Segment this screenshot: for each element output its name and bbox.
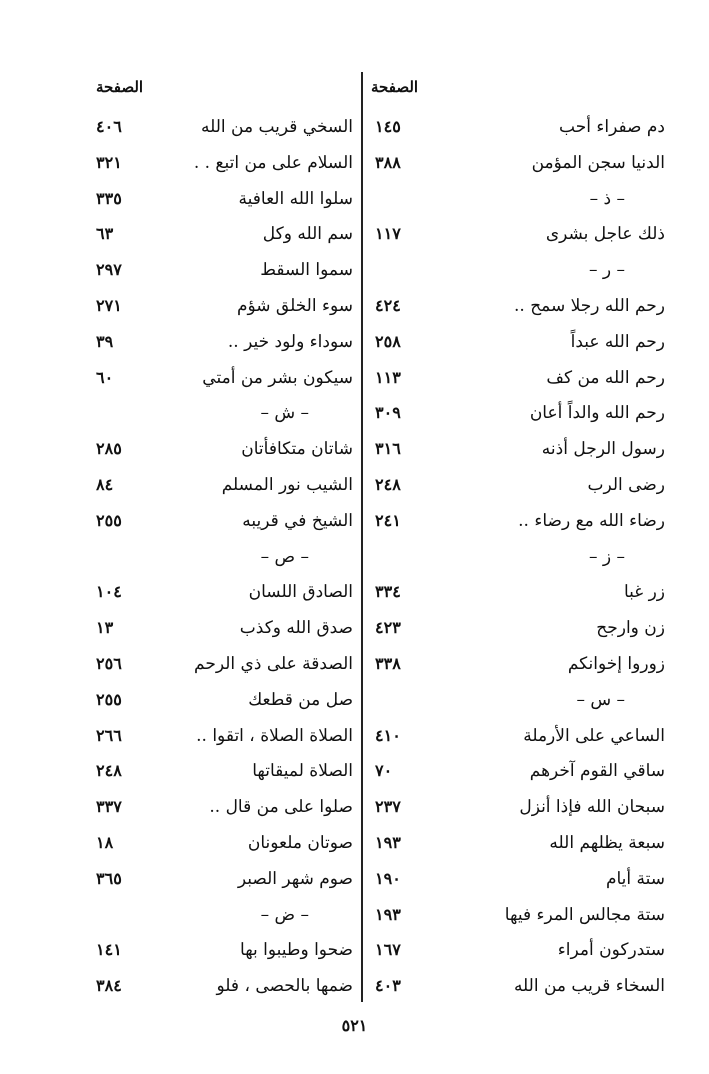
- entry-title: سبعة يظلهم الله: [549, 833, 665, 853]
- index-entry: [365, 723, 665, 753]
- entry-page-number: ٢٧١: [96, 296, 122, 315]
- entry-page-number: ٦٣: [96, 224, 114, 244]
- section-letter: – ز –: [588, 546, 625, 567]
- entry-page-number: ١٠٤: [96, 582, 122, 602]
- entry-page-number: ٣٦٥: [96, 868, 122, 888]
- index-entry: [365, 758, 665, 788]
- entry-page-number: ١٦٧: [375, 940, 401, 960]
- index-entry: [70, 472, 359, 502]
- index-entry: [70, 723, 359, 753]
- entry-title: سبحان الله فإذا أنزل: [519, 797, 665, 818]
- entry-title: دم صفراء أحب: [559, 117, 665, 137]
- entry-title: صوتان ملعونان: [247, 833, 353, 853]
- index-entry: [365, 293, 665, 323]
- entry-page-number: ٤١٠: [375, 725, 401, 745]
- index-entry: [70, 615, 359, 645]
- entry-page-number: ٤٠٦: [96, 117, 122, 136]
- entry-page-number: ٤٢٣: [375, 618, 401, 638]
- entry-page-number: ٢٥٥: [96, 689, 122, 709]
- index-entry: [365, 221, 665, 251]
- entry-title: الشيخ في قريبه: [242, 510, 353, 531]
- index-entry: [70, 221, 359, 251]
- index-entry: [70, 794, 359, 824]
- entry-title: الساعي على الأرملة: [523, 725, 665, 746]
- entry-title: صوم شهر الصبر: [237, 868, 353, 889]
- index-entry: [70, 687, 359, 717]
- entry-title: ستة أيام: [605, 868, 665, 889]
- entry-page-number: ٢٤٨: [96, 761, 122, 781]
- entry-title: رضاء الله مع رضاء ..: [518, 510, 665, 531]
- entry-page-number: ٣٨٨: [375, 152, 401, 172]
- index-entry: [70, 186, 359, 216]
- entry-page-number: ١٤٥: [375, 117, 401, 136]
- index-entry: [365, 615, 665, 645]
- entry-page-number: ٣٨٤: [96, 976, 122, 996]
- index-entry: [70, 293, 359, 323]
- page-number: ٥٢١: [341, 1016, 368, 1035]
- column-divider: [361, 72, 363, 1002]
- entry-title: السخاء قريب من الله: [513, 976, 665, 997]
- entry-title: ستدركون أمراء: [557, 940, 665, 961]
- index-entry: [70, 257, 359, 287]
- index-entry: [365, 902, 665, 932]
- index-entry: [70, 508, 359, 538]
- section-letter-row: [365, 687, 665, 717]
- entry-title: السلام على من اتبع . .: [193, 152, 353, 173]
- section-letter-row: [70, 400, 359, 430]
- section-letter-row: [365, 544, 665, 574]
- entry-page-number: ٢٥٨: [375, 331, 401, 351]
- index-entry: [70, 758, 359, 788]
- entry-title: سوء الخلق شؤم: [236, 296, 353, 316]
- entry-page-number: ١١٣: [375, 367, 401, 387]
- index-entry: [365, 651, 665, 681]
- entry-title: صل من قطعك: [248, 689, 353, 710]
- entry-page-number: ٢٥٦: [96, 654, 122, 673]
- entry-page-number: ١٩٣: [375, 833, 401, 852]
- entry-page-number: ٢٣٧: [375, 797, 401, 817]
- entry-page-number: ٢٤١: [375, 510, 401, 530]
- section-letter-row: [365, 257, 665, 287]
- entry-page-number: ١٩٠: [375, 868, 401, 888]
- entry-title: سلوا الله العافية: [238, 188, 353, 209]
- index-entry: [70, 114, 359, 144]
- entry-title: صدق الله وكذب: [239, 618, 353, 639]
- entry-page-number: ١٣: [96, 618, 114, 638]
- index-entry: [70, 329, 359, 359]
- entry-title: رحم الله عبداً: [570, 331, 665, 352]
- entry-page-number: ٤٠٣: [375, 976, 401, 996]
- entry-title: رحم الله والداً أعان: [529, 403, 665, 424]
- entry-title: زر غبا: [623, 582, 665, 603]
- entry-page-number: ٣٩: [96, 331, 114, 351]
- index-entry: [365, 937, 665, 967]
- index-entry: [365, 508, 665, 538]
- index-entry: [365, 794, 665, 824]
- entry-page-number: ١٩٣: [375, 904, 401, 924]
- entry-title: ستة مجالس المرء فيها: [504, 904, 665, 925]
- entry-title: الصلاة الصلاة ، اتقوا ..: [196, 725, 353, 746]
- index-entry: [70, 866, 359, 896]
- section-letter-row: [70, 544, 359, 574]
- entry-page-number: ٦٠: [96, 367, 114, 387]
- entry-page-number: ٧٠: [375, 761, 393, 781]
- index-entry: [365, 400, 665, 430]
- index-entry: [365, 365, 665, 395]
- entry-page-number: ٣١٦: [375, 439, 401, 459]
- entry-title: سيكون بشر من أمتي: [202, 367, 353, 388]
- entry-title: شاتان متكافأتان: [241, 439, 353, 460]
- entry-title: زن وارجح: [596, 618, 665, 639]
- index-entry: [365, 973, 665, 1003]
- index-entry: [365, 329, 665, 359]
- index-entry: [365, 472, 665, 502]
- entry-page-number: ٣٣٥: [96, 188, 122, 208]
- entry-page-number: ٤٢٤: [375, 296, 401, 315]
- entry-title: ذلك عاجل بشرى: [545, 224, 665, 245]
- entry-page-number: ٨٤: [96, 475, 114, 494]
- index-entry: [70, 973, 359, 1003]
- entry-title: السخي قريب من الله: [200, 117, 353, 137]
- entry-page-number: ٢٤٨: [375, 475, 401, 494]
- entry-title: الصادق اللسان: [248, 582, 353, 603]
- entry-title: رضى الرب: [587, 475, 665, 495]
- entry-title: ضحوا وطيبوا بها: [240, 940, 353, 961]
- index-entry: [365, 830, 665, 860]
- index-entry: [365, 114, 665, 144]
- entry-page-number: ٢٨٥: [96, 439, 122, 459]
- entry-title: صلوا على من قال ..: [209, 797, 353, 818]
- entry-page-number: ١١٧: [375, 224, 401, 244]
- entry-page-number: ٢٦٦: [96, 725, 122, 745]
- index-entry: [70, 937, 359, 967]
- entry-page-number: ٣٠٩: [375, 403, 401, 423]
- entry-title: رحم الله من كف: [546, 367, 665, 388]
- index-entry: [70, 150, 359, 180]
- index-entry: [70, 651, 359, 681]
- entry-title: ساقي القوم آخرهم: [529, 761, 665, 782]
- entry-title: سم الله وكل: [262, 224, 353, 245]
- index-entry: [70, 436, 359, 466]
- entry-title: الصلاة لميقاتها: [252, 761, 353, 782]
- entry-page-number: ٣٣٨: [375, 654, 401, 673]
- left-page-header: الصفحة: [96, 78, 144, 96]
- index-entry: [365, 866, 665, 896]
- entry-title: الشيب نور المسلم: [221, 475, 353, 495]
- entry-title: الصدقة على ذي الرحم: [194, 654, 353, 674]
- entry-page-number: ٣٢١: [96, 152, 122, 172]
- entry-page-number: ٢٩٧: [96, 260, 122, 280]
- index-entry: [70, 365, 359, 395]
- entry-title: سوداء ولود خير ..: [227, 331, 353, 352]
- entry-title: الدنيا سجن المؤمن: [531, 152, 665, 173]
- entry-page-number: ١٨: [96, 833, 114, 852]
- index-entry: [365, 150, 665, 180]
- entry-page-number: ١٤١: [96, 940, 122, 960]
- right-page-header: الصفحة: [371, 78, 419, 96]
- entry-title: سموا السقط: [260, 260, 353, 281]
- section-letter: – ذ –: [589, 188, 625, 209]
- entry-page-number: ٣٣٧: [96, 797, 122, 817]
- entry-title: رحم الله رجلا سمح ..: [513, 296, 665, 316]
- section-letter: – ص –: [260, 546, 309, 567]
- index-entry: [365, 436, 665, 466]
- index-entry: [70, 830, 359, 860]
- entry-page-number: ٢٥٥: [96, 510, 122, 530]
- entry-title: ضمها بالحصى ، فلو: [216, 976, 353, 997]
- entry-title: زوروا إخوانكم: [567, 654, 665, 674]
- entry-title: رسول الرجل أذنه: [541, 439, 665, 460]
- section-letter: – ض –: [260, 904, 309, 925]
- index-entry: [70, 579, 359, 609]
- section-letter: – ش –: [260, 403, 309, 424]
- section-letter-row: [70, 902, 359, 932]
- section-letter: – ر –: [588, 260, 625, 281]
- section-letter: – س –: [576, 689, 625, 710]
- entry-page-number: ٣٣٤: [375, 582, 401, 602]
- section-letter-row: [365, 186, 665, 216]
- index-entry: [365, 579, 665, 609]
